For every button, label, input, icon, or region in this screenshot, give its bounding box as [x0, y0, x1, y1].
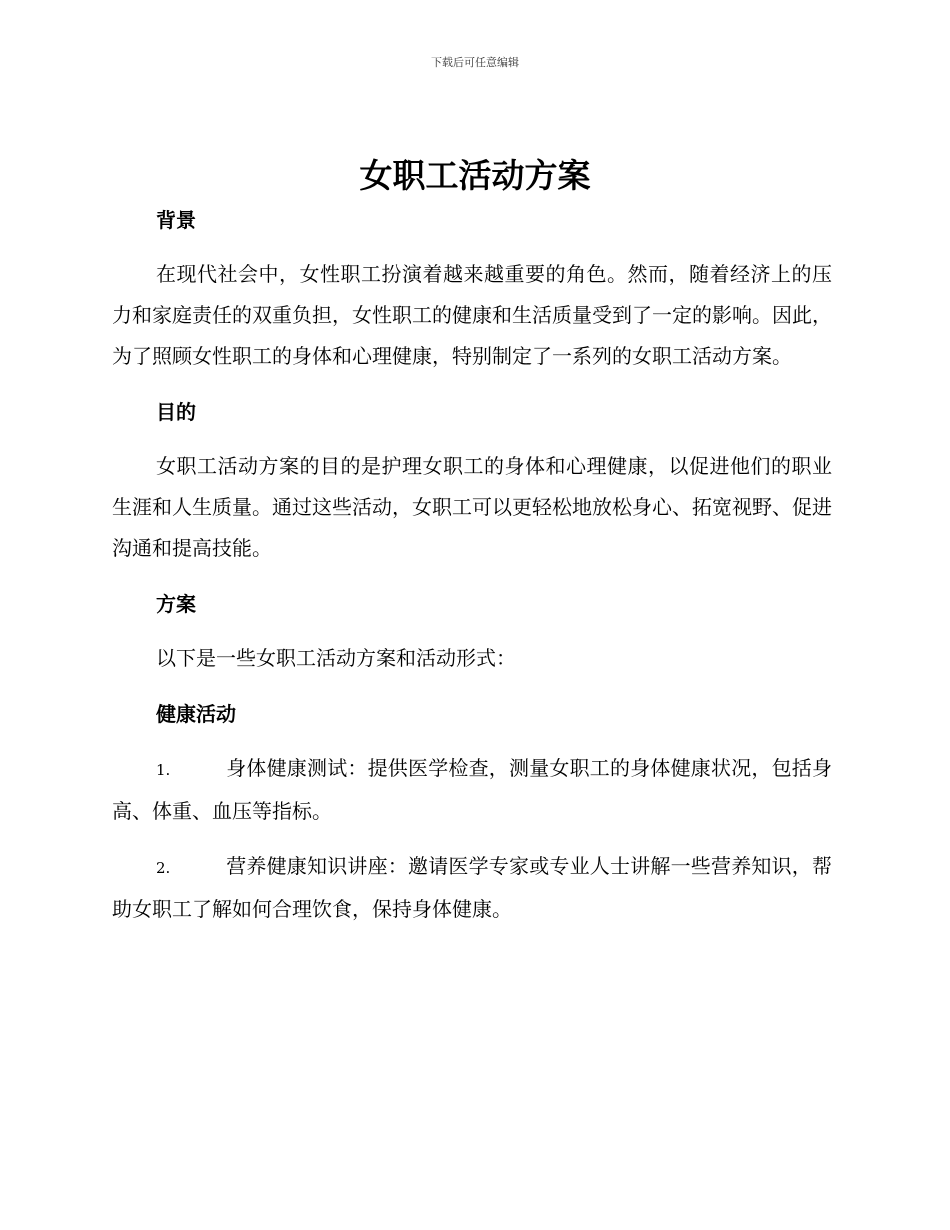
- list-item-number: 2.: [156, 859, 171, 877]
- list-item-text: 身体健康测试：提供医学检查，测量女职工的身体健康状况，包括身高、体重、血压等指标。: [112, 756, 832, 823]
- section-text-purpose: 女职工活动方案的目的是护理女职工的身体和心理健康，以促进他们的职业生涯和人生质量。通过这些活动，女职工可以更轻松地放松身心、拓宽视野、促进沟通和提高技能。: [112, 454, 832, 560]
- section-heading-background: 背景: [156, 208, 196, 232]
- list-item-number: 1.: [156, 761, 171, 779]
- section-heading-health: 健康活动: [156, 702, 236, 726]
- section-text-plan: 以下是一些女职工活动方案和活动形式：: [156, 646, 516, 670]
- document-body: [112, 200, 832, 930]
- list-item-text: 营养健康知识讲座：邀请医学专家或专业人士讲解一些营养知识，帮助女职工了解如何合理饮食，保持身体健康。: [112, 854, 832, 921]
- page-header-note: 下载后可任意编辑: [431, 56, 519, 69]
- section-text-background: 在现代社会中，女性职工扮演着越来越重要的角色。然而，随着经济上的压力和家庭责任的双重负担，女性职工的健康和生活质量受到了一定的影响。因此，为了照顾女性职工的身体和心理健康，特别制定了一系列的女职工活动方案。: [112, 262, 832, 368]
- section-heading-purpose: 目的: [156, 400, 196, 424]
- list-item: [112, 748, 832, 832]
- section-heading-plan: 方案: [156, 592, 196, 616]
- list-item: [112, 846, 832, 930]
- document-title: 女职工活动方案: [359, 156, 591, 195]
